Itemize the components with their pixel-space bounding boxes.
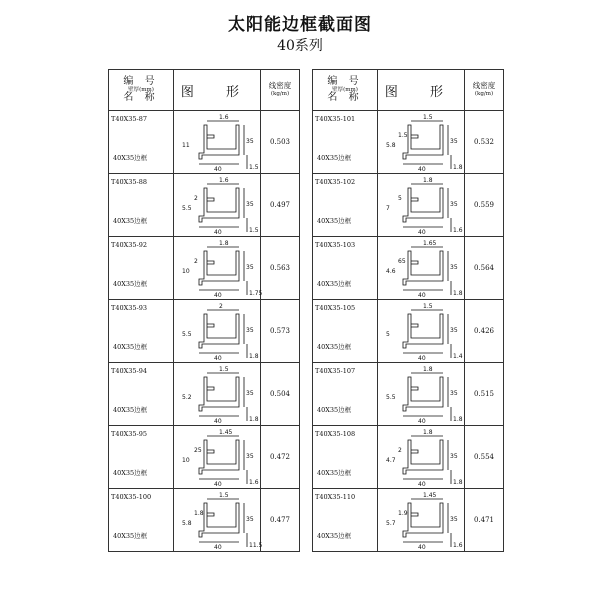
profile-figure-cell xyxy=(378,174,465,237)
dimension-height: 35 xyxy=(450,516,458,523)
dimension-secondary: 25 xyxy=(194,447,202,454)
profile-cross-section-drawing xyxy=(378,489,464,551)
profile-inner-lip xyxy=(411,198,418,201)
dimension-top: 1.5 xyxy=(423,303,433,310)
model-cell xyxy=(313,489,378,552)
model-cell xyxy=(313,300,378,363)
profile-cross-section-drawing xyxy=(174,174,260,236)
profile-inner-lip xyxy=(207,324,214,327)
table-row xyxy=(313,237,504,300)
dimension-top: 1.5 xyxy=(219,492,229,499)
profile-figure-cell xyxy=(378,111,465,174)
model-name: 40X35边框 xyxy=(113,154,148,162)
model-name: 40X35边框 xyxy=(113,532,148,540)
density-cell: 0.426 xyxy=(465,300,504,363)
profile-outline xyxy=(199,503,239,537)
model-name: 40X35边框 xyxy=(113,406,148,414)
profile-outline xyxy=(403,440,443,474)
model-name: 40X35边框 xyxy=(317,532,352,540)
profile-inner-lip xyxy=(411,261,418,264)
dimension-top: 1.8 xyxy=(423,429,433,436)
model-cell xyxy=(109,300,174,363)
page-subtitle: 40系列 xyxy=(277,38,323,54)
dimension-bottom: 1.8 xyxy=(453,416,463,423)
model-name: 40X35边框 xyxy=(317,343,352,351)
profile-inner-lip xyxy=(207,513,214,516)
model-name: 40X35边框 xyxy=(317,469,352,477)
dimension-bottom: 1.75 xyxy=(249,290,263,297)
table-header-row xyxy=(109,70,300,111)
profile-cross-section-drawing xyxy=(174,300,260,362)
dimension-lip: 10 xyxy=(182,268,190,275)
dimension-secondary: 1.5 xyxy=(398,132,408,139)
model-name: 40X35边框 xyxy=(317,280,352,288)
profile-outline xyxy=(403,314,443,348)
profile-figure-cell xyxy=(174,363,261,426)
profile-outline xyxy=(403,503,443,537)
header-density-cell xyxy=(465,70,504,111)
model-cell xyxy=(109,174,174,237)
dimension-height: 35 xyxy=(450,390,458,397)
dimension-width: 40 xyxy=(418,229,426,236)
header-figure-cell: 图 形 xyxy=(174,70,261,111)
dimension-bottom: 1.8 xyxy=(249,416,259,423)
model-cell xyxy=(109,237,174,300)
profile-outline xyxy=(199,440,239,474)
table-row xyxy=(313,300,504,363)
table-row xyxy=(313,111,504,174)
density-cell: 0.472 xyxy=(261,426,300,489)
header-name-label: 名 称 xyxy=(327,92,363,103)
dimension-height: 35 xyxy=(246,390,254,397)
header-density-cell xyxy=(261,70,300,111)
density-cell: 0.573 xyxy=(261,300,300,363)
table-row xyxy=(109,174,300,237)
profile-figure-cell xyxy=(378,426,465,489)
dimension-bottom: 1.6 xyxy=(453,542,463,549)
profile-figure-cell xyxy=(174,489,261,552)
dimension-width: 40 xyxy=(214,544,222,551)
header-wall-label: 壁厚(mm) xyxy=(332,87,358,93)
dimension-bottom: 1.8 xyxy=(249,353,259,360)
catalog-table-left xyxy=(108,69,300,552)
dimension-top: 1.8 xyxy=(423,177,433,184)
dimension-bottom: 11.5 xyxy=(249,542,263,549)
model-number: T40X35-110 xyxy=(315,493,356,501)
dimension-lip: 5.5 xyxy=(182,331,192,338)
profile-outline xyxy=(199,251,239,285)
model-name: 40X35边框 xyxy=(317,406,352,414)
dimension-lip: 4.6 xyxy=(386,268,396,275)
dimension-secondary: 65 xyxy=(398,258,406,265)
density-cell: 0.497 xyxy=(261,174,300,237)
dimension-height: 35 xyxy=(246,327,254,334)
profile-figure-cell xyxy=(174,300,261,363)
dimension-bottom: 1.8 xyxy=(453,164,463,171)
model-cell xyxy=(313,111,378,174)
profile-inner-lip xyxy=(207,198,214,201)
profile-figure-cell xyxy=(174,111,261,174)
model-number: T40X35-93 xyxy=(111,304,147,312)
table-row xyxy=(109,363,300,426)
dimension-height: 35 xyxy=(246,201,254,208)
dimension-top: 1.8 xyxy=(219,240,229,247)
model-number: T40X35-100 xyxy=(111,493,152,501)
model-cell xyxy=(109,363,174,426)
model-name: 40X35边框 xyxy=(317,217,352,225)
dimension-top: 1.8 xyxy=(423,366,433,373)
dimension-lip: 5 xyxy=(386,331,390,338)
dimension-secondary: 5 xyxy=(398,195,402,202)
model-cell xyxy=(313,237,378,300)
header-density-label: 线密度 xyxy=(268,81,292,90)
profile-outline xyxy=(199,188,239,222)
dimension-secondary: 2 xyxy=(194,195,198,202)
dimension-bottom: 1.6 xyxy=(453,227,463,234)
table-row xyxy=(109,489,300,552)
profile-figure-cell xyxy=(174,174,261,237)
model-name: 40X35边框 xyxy=(317,154,352,162)
dimension-top: 1.45 xyxy=(219,429,233,436)
profile-figure-cell xyxy=(378,363,465,426)
model-number: T40X35-108 xyxy=(315,430,356,438)
model-name: 40X35边框 xyxy=(113,343,148,351)
dimension-bottom: 1.5 xyxy=(249,227,259,234)
dimension-width: 40 xyxy=(214,481,222,488)
profile-cross-section-drawing xyxy=(174,363,260,425)
model-number: T40X35-105 xyxy=(315,304,356,312)
catalog-table-right xyxy=(312,69,504,552)
profile-cross-section-drawing xyxy=(378,300,464,362)
dimension-bottom: 1.8 xyxy=(453,479,463,486)
profile-cross-section-drawing xyxy=(378,174,464,236)
profile-inner-lip xyxy=(411,387,418,390)
dimension-lip: 5.8 xyxy=(386,142,396,149)
model-number: T40X35-88 xyxy=(111,178,147,186)
header-density-unit: (kg/m) xyxy=(270,91,290,97)
dimension-width: 40 xyxy=(418,355,426,362)
dimension-top: 1.5 xyxy=(423,114,433,121)
dimension-lip: 5.5 xyxy=(182,205,192,212)
model-cell xyxy=(313,174,378,237)
profile-inner-lip xyxy=(411,324,418,327)
dimension-top: 1.6 xyxy=(219,177,229,184)
profile-figure-cell xyxy=(174,426,261,489)
dimension-height: 35 xyxy=(450,201,458,208)
dimension-width: 40 xyxy=(418,544,426,551)
table-row xyxy=(109,111,300,174)
dimension-bottom: 1.5 xyxy=(249,164,259,171)
dimension-height: 35 xyxy=(246,264,254,271)
density-cell: 0.564 xyxy=(465,237,504,300)
model-cell xyxy=(109,489,174,552)
density-cell: 0.532 xyxy=(465,111,504,174)
profile-inner-lip xyxy=(207,387,214,390)
table-header-row xyxy=(313,70,504,111)
table-row xyxy=(313,489,504,552)
profile-outline xyxy=(403,377,443,411)
profile-inner-lip xyxy=(411,135,418,138)
dimension-width: 40 xyxy=(214,229,222,236)
profile-figure-cell xyxy=(378,300,465,363)
header-density-label: 线密度 xyxy=(472,81,496,90)
dimension-top: 1.6 xyxy=(219,114,229,121)
density-cell: 0.503 xyxy=(261,111,300,174)
model-cell xyxy=(109,111,174,174)
dimension-secondary: 1.9 xyxy=(398,510,408,517)
profile-cross-section-drawing xyxy=(378,426,464,488)
model-number: T40X35-87 xyxy=(111,115,147,123)
profile-cross-section-drawing xyxy=(174,426,260,488)
dimension-height: 35 xyxy=(246,453,254,460)
model-cell xyxy=(109,426,174,489)
dimension-bottom: 1.6 xyxy=(249,479,259,486)
profile-inner-lip xyxy=(207,135,214,138)
density-cell: 0.515 xyxy=(465,363,504,426)
dimension-width: 40 xyxy=(214,418,222,425)
table-row xyxy=(109,300,300,363)
profile-outline xyxy=(199,377,239,411)
model-name: 40X35边框 xyxy=(113,469,148,477)
dimension-bottom: 1.8 xyxy=(453,290,463,297)
dimension-lip: 7 xyxy=(386,205,390,212)
page-title: 太阳能边框截面图 xyxy=(228,15,372,35)
model-name: 40X35边框 xyxy=(113,217,148,225)
header-density-unit: (kg/m) xyxy=(474,91,494,97)
header-id-cell xyxy=(109,70,174,111)
profile-cross-section-drawing xyxy=(378,363,464,425)
header-figure-cell: 图 形 xyxy=(378,70,465,111)
profile-figure-cell xyxy=(174,237,261,300)
profile-inner-lip xyxy=(411,450,418,453)
header-name-label: 名 称 xyxy=(123,92,159,103)
profile-inner-lip xyxy=(411,513,418,516)
header-id-label: 编 号 xyxy=(327,76,363,87)
dimension-top: 1.45 xyxy=(423,492,437,499)
header-id-cell xyxy=(313,70,378,111)
profile-outline xyxy=(403,251,443,285)
dimension-width: 40 xyxy=(418,418,426,425)
model-number: T40X35-94 xyxy=(111,367,147,375)
dimension-lip: 5.5 xyxy=(386,394,396,401)
dimension-top: 2 xyxy=(219,303,223,310)
dimension-lip: 11 xyxy=(182,142,190,149)
dimension-bottom: 1.4 xyxy=(453,353,463,360)
model-number: T40X35-103 xyxy=(315,241,356,249)
profile-cross-section-drawing xyxy=(174,111,260,173)
table-row xyxy=(109,237,300,300)
dimension-height: 35 xyxy=(246,138,254,145)
dimension-top: 1.65 xyxy=(423,240,437,247)
model-number: T40X35-102 xyxy=(315,178,356,186)
dimension-top: 1.5 xyxy=(219,366,229,373)
dimension-secondary: 2 xyxy=(398,447,402,454)
dimension-secondary: 1.8 xyxy=(194,510,204,517)
model-number: T40X35-101 xyxy=(315,115,356,123)
density-cell: 0.563 xyxy=(261,237,300,300)
density-cell: 0.504 xyxy=(261,363,300,426)
profile-inner-lip xyxy=(207,261,214,264)
model-cell xyxy=(313,426,378,489)
dimension-width: 40 xyxy=(418,166,426,173)
model-number: T40X35-95 xyxy=(111,430,147,438)
profile-outline xyxy=(199,125,239,159)
table-row xyxy=(313,426,504,489)
dimension-height: 35 xyxy=(450,138,458,145)
dimension-height: 35 xyxy=(450,264,458,271)
dimension-lip: 10 xyxy=(182,457,190,464)
header-id-label: 编 号 xyxy=(123,76,159,87)
model-name: 40X35边框 xyxy=(113,280,148,288)
table-row xyxy=(313,363,504,426)
density-cell: 0.477 xyxy=(261,489,300,552)
profile-cross-section-drawing xyxy=(378,237,464,299)
dimension-height: 35 xyxy=(450,453,458,460)
density-cell: 0.471 xyxy=(465,489,504,552)
dimension-width: 40 xyxy=(214,166,222,173)
dimension-lip: 5.7 xyxy=(386,520,396,527)
dimension-width: 40 xyxy=(418,292,426,299)
model-number: T40X35-92 xyxy=(111,241,147,249)
dimension-secondary: 2 xyxy=(194,258,198,265)
model-cell xyxy=(313,363,378,426)
profile-figure-cell xyxy=(378,237,465,300)
profile-outline xyxy=(199,314,239,348)
density-cell: 0.559 xyxy=(465,174,504,237)
profile-outline xyxy=(403,188,443,222)
profile-outline xyxy=(403,125,443,159)
profile-cross-section-drawing xyxy=(174,489,263,551)
dimension-lip: 4.7 xyxy=(386,457,396,464)
dimension-lip: 5.2 xyxy=(182,394,192,401)
profile-inner-lip xyxy=(207,450,214,453)
profile-cross-section-drawing xyxy=(174,237,263,299)
table-row xyxy=(313,174,504,237)
model-number: T40X35-107 xyxy=(315,367,356,375)
profile-cross-section-drawing xyxy=(378,111,464,173)
density-cell: 0.554 xyxy=(465,426,504,489)
header-wall-label: 壁厚(mm) xyxy=(128,87,154,93)
dimension-width: 40 xyxy=(214,355,222,362)
dimension-height: 35 xyxy=(450,327,458,334)
profile-figure-cell xyxy=(378,489,465,552)
dimension-lip: 5.8 xyxy=(182,520,192,527)
table-row xyxy=(109,426,300,489)
dimension-width: 40 xyxy=(418,481,426,488)
dimension-height: 35 xyxy=(246,516,254,523)
dimension-width: 40 xyxy=(214,292,222,299)
